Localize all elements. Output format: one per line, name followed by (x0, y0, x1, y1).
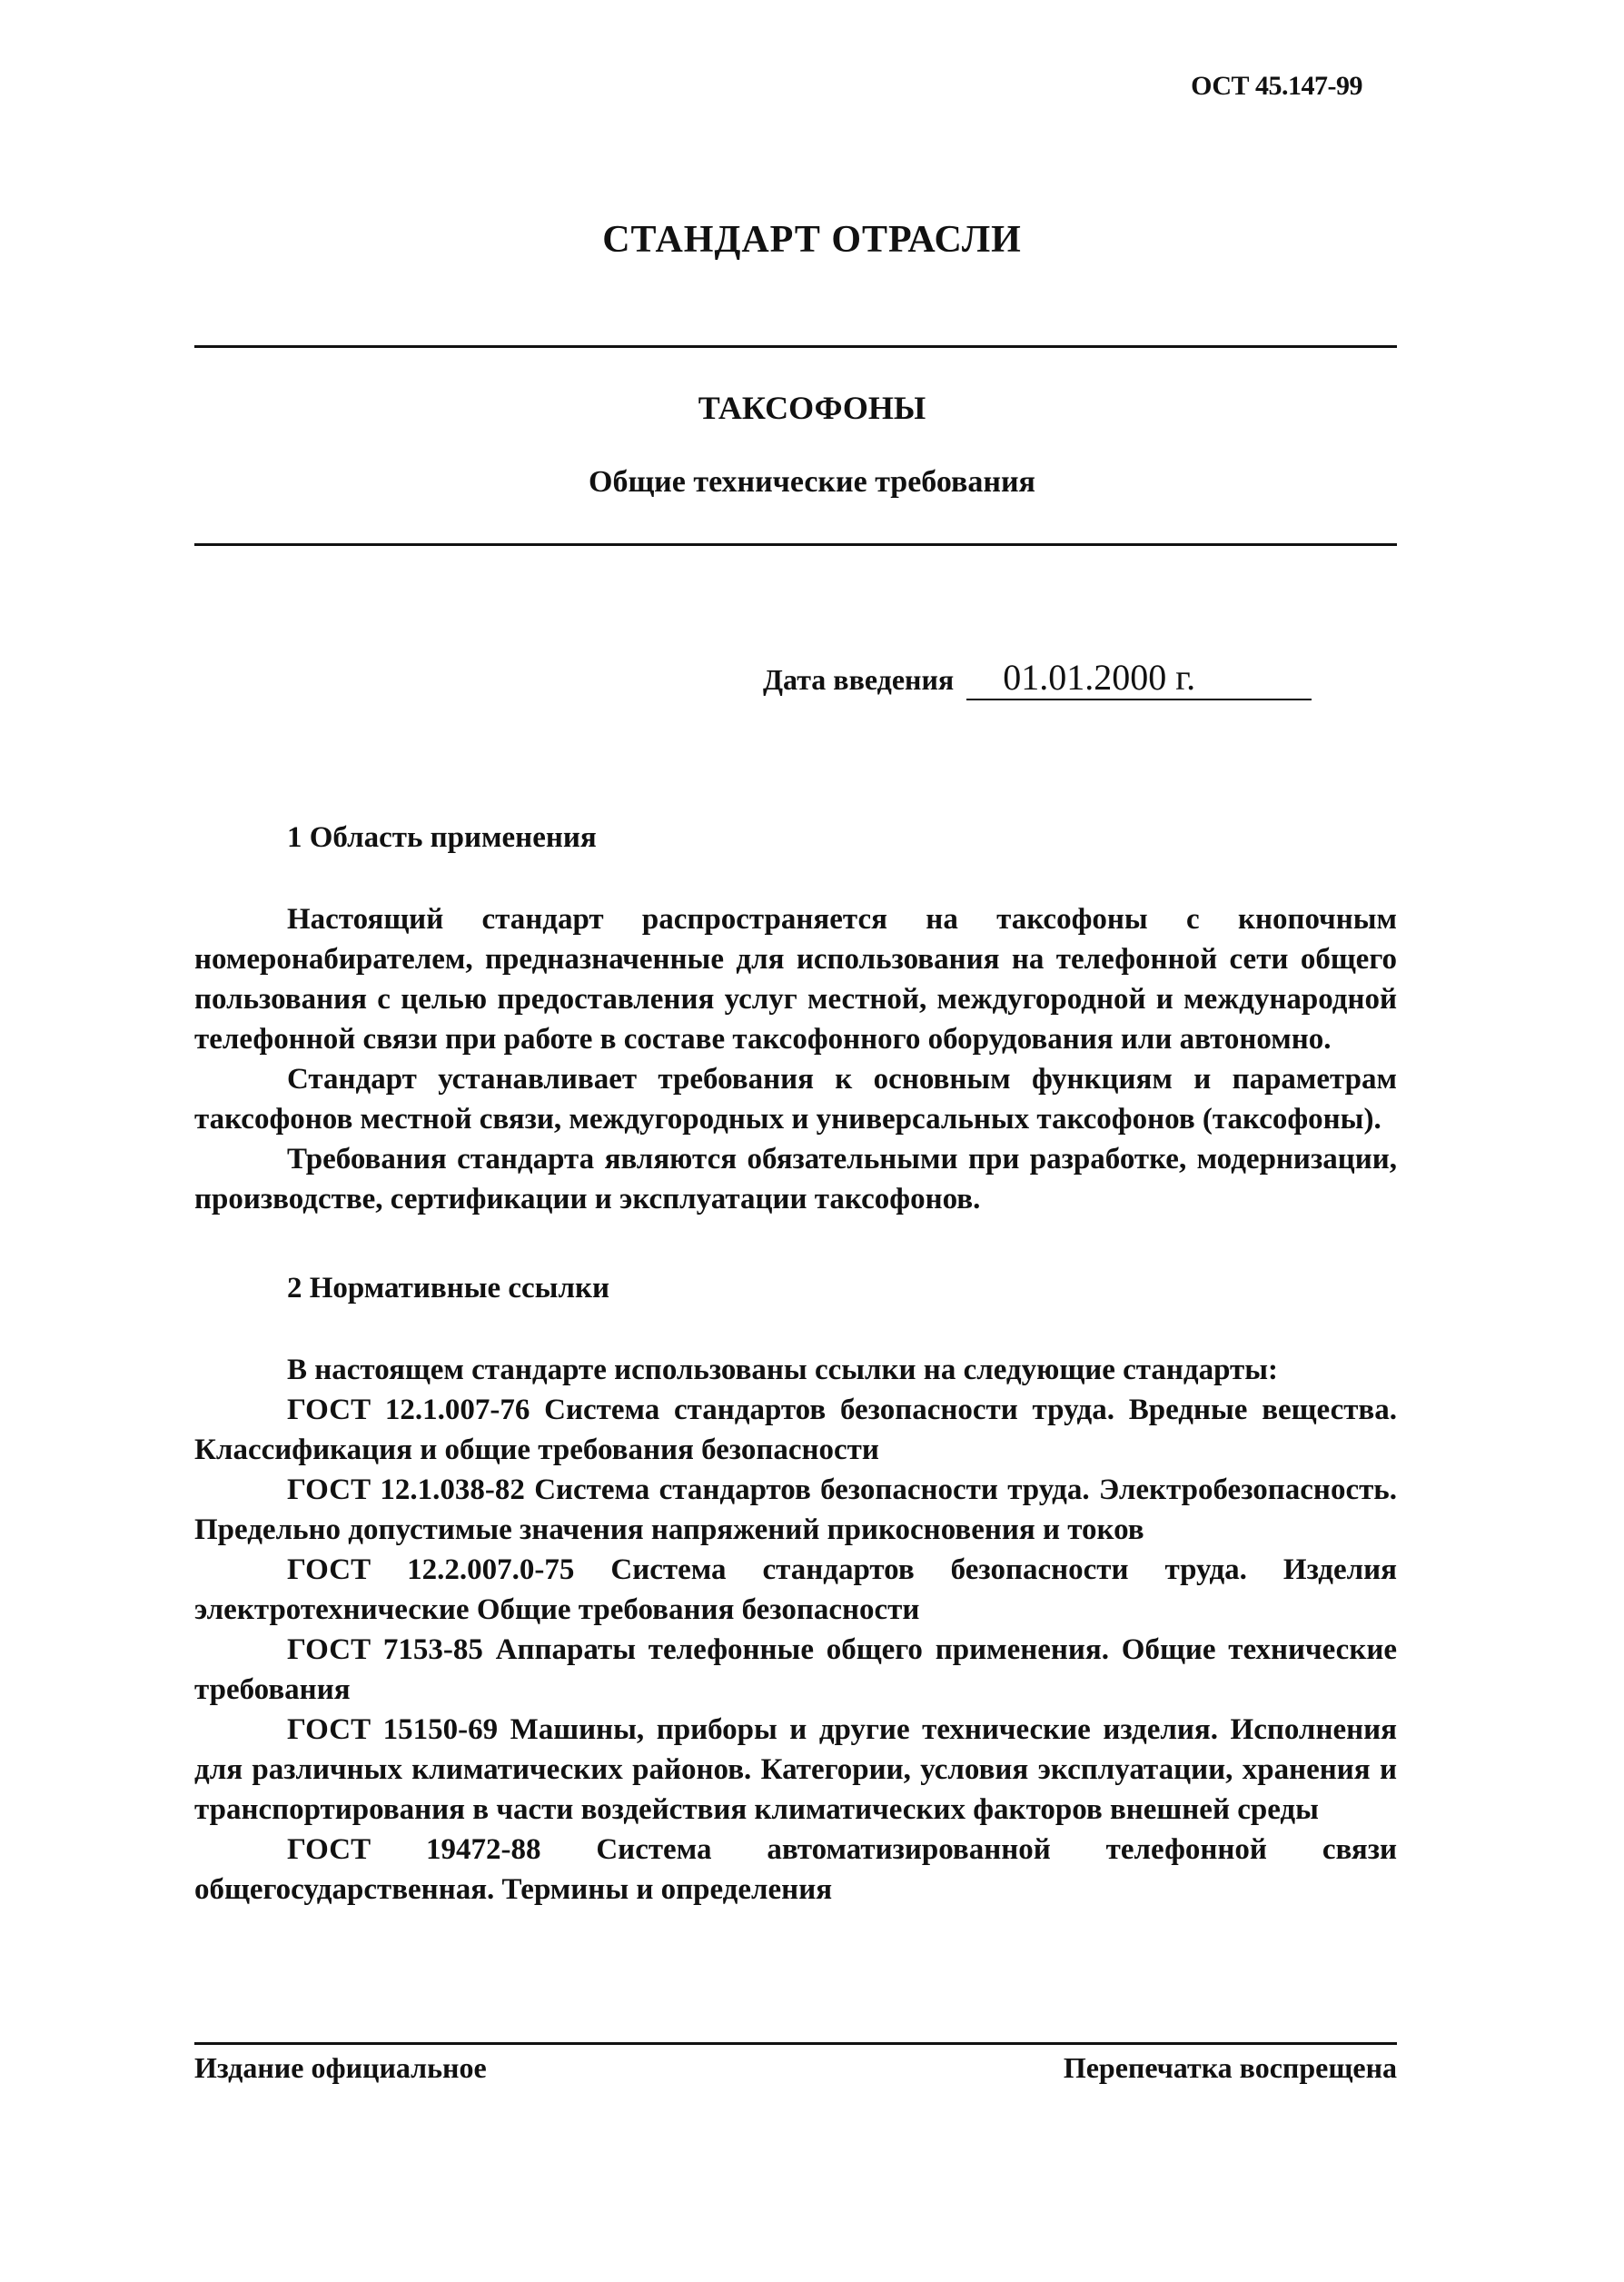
reference-item: ГОСТ 7153-85 Аппараты телефонные общего применения. Общие технические требования (194, 1633, 1397, 1706)
introduction-date (763, 656, 1312, 700)
top-divider (194, 345, 1397, 348)
section-1-paragraph: Требования стандарта являются обязательными при разработке, модернизации, производстве, сертификации и эксплуатации таксофонов. (194, 1143, 1397, 1215)
introduction-date-label: Дата введения (763, 663, 955, 696)
title-divider (194, 543, 1397, 546)
section-2-heading: 2 Нормативные ссылки (287, 1272, 609, 1305)
reference-item: ГОСТ 19472-88 Система автоматизированной телефонной связи общегосударственная. Термины и определения (194, 1833, 1397, 1906)
references-list (194, 1390, 1397, 1910)
standard-title: СТАНДАРТ ОТРАСЛИ (602, 219, 1022, 261)
document-subject: ТАКСОФОНЫ (698, 390, 926, 426)
section-1-paragraph: Стандарт устанавливает требования к основным функциям и параметрам таксофонов местной связи, междугородных и универсальных таксофонов (таксофоны). (194, 1063, 1397, 1136)
introduction-date-value: 01.01.2000 г. (966, 656, 1312, 700)
reference-item: ГОСТ 12.1.007-76 Система стандартов безопасности труда. Вредные вещества. Классификация и общие требования безопасности (194, 1394, 1397, 1466)
document-subtitle: Общие технические требования (589, 465, 1035, 499)
document-code: ОСТ 45.147-99 (1191, 71, 1362, 101)
reference-item: ГОСТ 15150-69 Машины, приборы и другие технические изделия. Исполнения для различных климатических районов. Категории, условия эксплуатации, хранения и транспортирования в части воздействия климатических факторов внешней среды (194, 1713, 1397, 1826)
footer-reprint-note: Перепечатка воспрещена (1063, 2051, 1397, 2084)
reference-item: ГОСТ 12.2.007.0-75 Система стандартов безопасности труда. Изделия электротехнические Общие требования безопасности (194, 1553, 1397, 1626)
footer-divider (194, 2042, 1397, 2045)
section-2-intro: В настоящем стандарте использованы ссылки на следующие стандарты: (287, 1354, 1278, 1386)
section-1-heading: 1 Область применения (287, 821, 597, 854)
section-1-paragraph: Настоящий стандарт распространяется на таксофоны с кнопочным номеронабирателем, предназначенные для использования на телефонной сети общего пользования с целью предоставления услуг местной, междугородной и международной телефонной связи при работе в составе таксофонного оборудования или автономно. (194, 903, 1397, 1056)
footer-edition-note: Издание официальное (194, 2051, 487, 2084)
section-spacer (194, 1219, 1397, 1268)
reference-item: ГОСТ 12.1.038-82 Система стандартов безопасности труда. Электробезопасность. Предельно допустимые значения напряжений прикосновения и токов (194, 1473, 1397, 1546)
document-body (194, 818, 1397, 1910)
